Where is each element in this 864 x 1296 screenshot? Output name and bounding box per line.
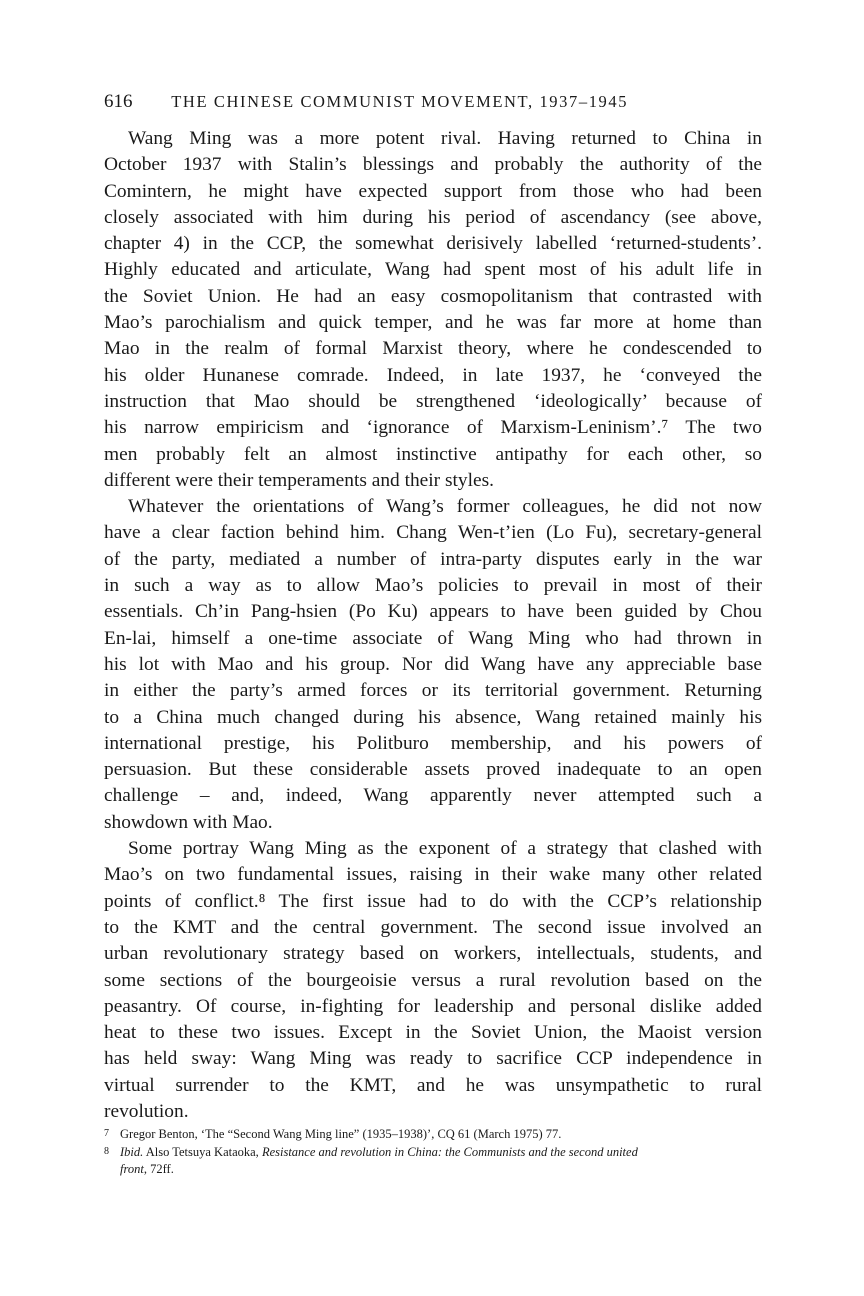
text-line: Some portray Wang Ming as the exponent of a strategy that clashed with bbox=[128, 838, 762, 860]
text-line: Wang Ming was a more potent rival. Having returned to China in bbox=[128, 128, 762, 149]
text-line: different were their temperaments and their styles. bbox=[104, 469, 494, 491]
page-number: 616 bbox=[104, 91, 133, 112]
text-line: urban revolutionary strategy based on workers, intellectuals, students, and bbox=[104, 943, 762, 965]
text-line: his lot with Mao and his group. Nor did Wang have any appreciable base bbox=[104, 653, 762, 675]
text-line: in either the party’s armed forces or its territorial government. Returning bbox=[104, 680, 762, 702]
text-line: virtual surrender to the KMT, and he was unsympathetic to rural bbox=[104, 1074, 762, 1096]
text-line: the Soviet Union. He had an easy cosmopolitanism that contrasted with bbox=[104, 285, 762, 307]
text-line: men probably felt an almost instinctive antipathy for each other, so bbox=[104, 443, 762, 465]
body-text bbox=[104, 126, 762, 1125]
footnote-number: 8 bbox=[104, 1146, 109, 1157]
text-line: some sections of the bourgeoisie versus a rural revolution based on the bbox=[104, 969, 762, 991]
paragraph bbox=[104, 836, 762, 1125]
footnote-text: Also Tetsuya Kataoka, bbox=[143, 1145, 262, 1159]
text-line: persuasion. But these considerable assets proved inadequate to an open bbox=[104, 759, 762, 781]
text-line: Mao in the realm of formal Marxist theory, where he condescended to bbox=[104, 338, 762, 360]
text-line: Whatever the orientations of Wang’s former colleagues, he did not now bbox=[128, 496, 762, 518]
text-line: points of conflict.⁸ The first issue had to do with the CCP’s relationship bbox=[104, 890, 762, 912]
footnote-7 bbox=[104, 1125, 762, 1143]
text-line: showdown with Mao. bbox=[104, 811, 273, 833]
text-line: Mao’s parochialism and quick temper, and he was far more at home than bbox=[104, 312, 762, 334]
text-line: essentials. Ch’in Pang-hsien (Po Ku) appears to have been guided by Chou bbox=[104, 601, 762, 623]
running-header bbox=[104, 90, 764, 114]
text-line: heat to these two issues. Except in the Soviet Union, the Maoist version bbox=[104, 1022, 762, 1044]
text-line: to the KMT and the central government. The second issue involved an bbox=[104, 916, 762, 938]
text-line: international prestige, his Politburo membership, and his powers of bbox=[104, 732, 762, 754]
text-line: his older Hunanese comrade. Indeed, in late 1937, he ‘conveyed the bbox=[104, 364, 762, 386]
footnote-book-title: Resistance and revolution in China: the Communists and the second united bbox=[261, 1145, 638, 1159]
footnote-text: Gregor Benton, ‘The “Second Wang Ming line” (1935–1938)’, CQ 61 (March 1975) 77. bbox=[120, 1127, 562, 1141]
text-line: instruction that Mao should be strengthened ‘ideologically’ because of bbox=[104, 390, 762, 412]
text-line: October 1937 with Stalin’s blessings and probably the authority of the bbox=[104, 154, 762, 176]
text-line: his narrow empiricism and ‘ignorance of Marxism-Leninism’.⁷ The two bbox=[104, 417, 762, 439]
text-line: in such a way as to allow Mao’s policies to prevail in most of their bbox=[104, 575, 762, 597]
footnote-number: 7 bbox=[104, 1128, 109, 1139]
footnote-book-title-cont: front bbox=[120, 1162, 144, 1176]
footnote-pages: , 72ff. bbox=[143, 1162, 174, 1176]
text-line: En-lai, himself a one-time associate of Wang Ming who had thrown in bbox=[104, 627, 762, 649]
text-line: chapter 4) in the CCP, the somewhat derisively labelled ‘returned-students’. bbox=[104, 233, 762, 255]
text-line: Comintern, he might have expected support from those who had been bbox=[104, 180, 762, 202]
text-line: revolution. bbox=[104, 1100, 189, 1122]
paragraph bbox=[104, 126, 762, 494]
footnote-8 bbox=[104, 1143, 762, 1178]
text-line: has held sway: Wang Ming was ready to sacrifice CCP independence in bbox=[104, 1048, 762, 1070]
text-line: have a clear faction behind him. Chang Wen-t’ien (Lo Fu), secretary-general bbox=[104, 522, 762, 544]
text-line: Highly educated and articulate, Wang had spent most of his adult life in bbox=[104, 259, 762, 281]
text-line: closely associated with him during his period of ascendancy (see above, bbox=[104, 206, 762, 228]
running-title: THE CHINESE COMMUNIST MOVEMENT, 1937–1945 bbox=[171, 92, 629, 111]
text-line: Mao’s on two fundamental issues, raising in their wake many other related bbox=[104, 864, 762, 886]
paragraph bbox=[104, 494, 762, 836]
text-line: of the party, mediated a number of intra-party disputes early in the war bbox=[104, 548, 762, 570]
footnotes bbox=[104, 1125, 762, 1178]
footnote-ibid: Ibid. bbox=[120, 1145, 144, 1159]
text-line: to a China much changed during his absence, Wang retained mainly his bbox=[104, 706, 762, 728]
text-line: peasantry. Of course, in-fighting for leadership and personal dislike added bbox=[104, 995, 762, 1017]
text-line: challenge – and, indeed, Wang apparently never attempted such a bbox=[104, 785, 762, 807]
